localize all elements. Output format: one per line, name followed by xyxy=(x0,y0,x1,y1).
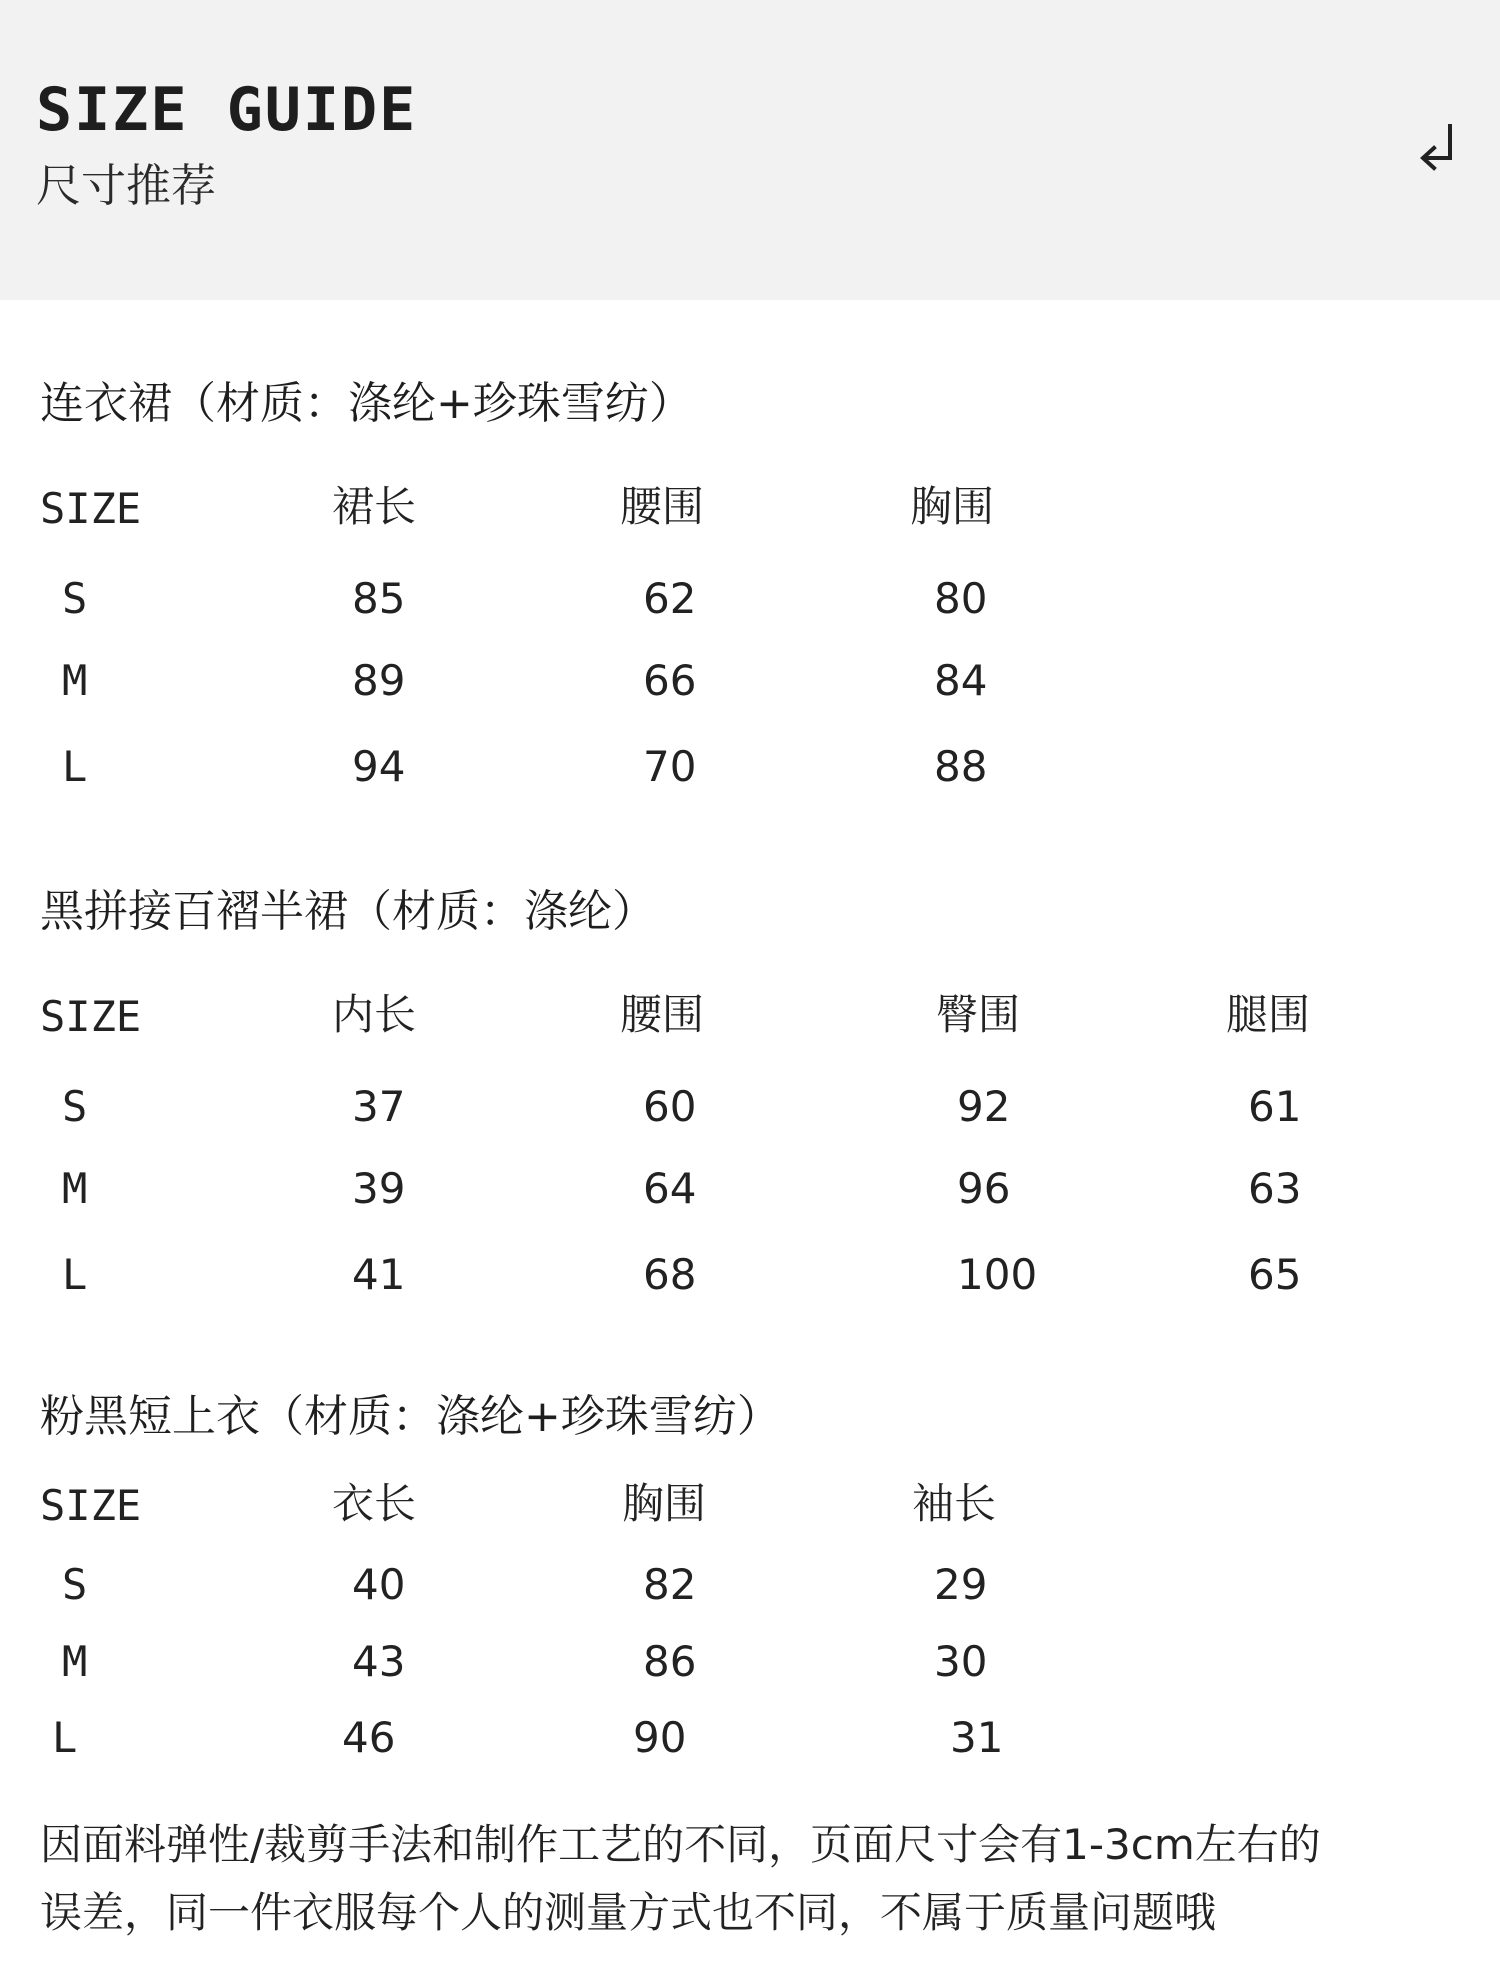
table-cell: 86 xyxy=(643,1637,697,1686)
table-header-cell: 裙长 xyxy=(332,482,417,531)
table-cell: S xyxy=(62,574,88,623)
table-cell: 43 xyxy=(352,1637,406,1686)
table-header-cell: SIZE xyxy=(40,1481,142,1530)
table-header-cell: 腰围 xyxy=(620,482,705,531)
table-cell: 82 xyxy=(643,1560,697,1609)
table-cell: 61 xyxy=(1248,1082,1302,1131)
table-header-cell: 腿围 xyxy=(1226,990,1311,1039)
table-cell: 30 xyxy=(934,1637,988,1686)
table-cell: 31 xyxy=(950,1713,1004,1762)
page-subtitle: 尺寸推荐 xyxy=(36,159,217,212)
table-cell: M xyxy=(62,1164,88,1213)
table-cell: 41 xyxy=(352,1250,406,1299)
table-cell: 39 xyxy=(352,1164,406,1213)
table-cell: 92 xyxy=(957,1082,1011,1131)
table-cell: 85 xyxy=(352,574,406,623)
table-cell: 70 xyxy=(643,742,697,791)
header-banner xyxy=(0,0,1500,300)
table-header-cell: 胸围 xyxy=(910,482,995,531)
table-cell: L xyxy=(62,742,88,791)
table-cell: L xyxy=(62,1250,88,1299)
table-header-cell: 衣长 xyxy=(332,1479,417,1528)
table-cell: 40 xyxy=(352,1560,406,1609)
section-title-skirt: 黑拼接百褶半裙（材质：涤纶） xyxy=(40,886,656,937)
table-cell: 84 xyxy=(934,656,988,705)
table-cell: 94 xyxy=(352,742,406,791)
table-cell: 37 xyxy=(352,1082,406,1131)
table-cell: 29 xyxy=(934,1560,988,1609)
table-cell: 62 xyxy=(643,574,697,623)
section-title-dress: 连衣裙（材质：涤纶+珍珠雪纺） xyxy=(40,378,693,429)
table-header-cell: 袖长 xyxy=(912,1479,997,1528)
table-cell: 68 xyxy=(643,1250,697,1299)
table-cell: 80 xyxy=(934,574,988,623)
table-cell: S xyxy=(62,1082,88,1131)
return-arrow-icon[interactable] xyxy=(1416,122,1460,174)
table-header-cell: SIZE xyxy=(40,484,142,533)
table-cell: 63 xyxy=(1248,1164,1302,1213)
table-cell: 89 xyxy=(352,656,406,705)
page-title: SIZE GUIDE xyxy=(36,75,418,145)
table-cell: 60 xyxy=(643,1082,697,1131)
table-header-cell: 臀围 xyxy=(936,990,1021,1039)
disclaimer-line-1: 因面料弹性/裁剪手法和制作工艺的不同，页面尺寸会有1-3cm左右的 xyxy=(40,1820,1321,1869)
table-cell: 96 xyxy=(957,1164,1011,1213)
table-cell: 65 xyxy=(1248,1250,1302,1299)
table-cell: 66 xyxy=(643,656,697,705)
table-cell: 46 xyxy=(342,1713,396,1762)
table-header-cell: 胸围 xyxy=(622,1479,707,1528)
table-cell: 64 xyxy=(643,1164,697,1213)
table-header-cell: SIZE xyxy=(40,992,142,1041)
table-cell: L xyxy=(52,1713,78,1762)
table-cell: 90 xyxy=(633,1713,687,1762)
table-cell: 100 xyxy=(957,1250,1038,1299)
table-cell: M xyxy=(62,656,88,705)
table-cell: S xyxy=(62,1560,88,1609)
section-title-top: 粉黑短上衣（材质：涤纶+珍珠雪纺） xyxy=(40,1391,781,1442)
table-cell: 88 xyxy=(934,742,988,791)
table-header-cell: 腰围 xyxy=(620,990,705,1039)
table-header-cell: 内长 xyxy=(332,990,417,1039)
disclaimer-line-2: 误差，同一件衣服每个人的测量方式也不同，不属于质量问题哦 xyxy=(40,1888,1217,1937)
table-cell: M xyxy=(62,1637,88,1686)
